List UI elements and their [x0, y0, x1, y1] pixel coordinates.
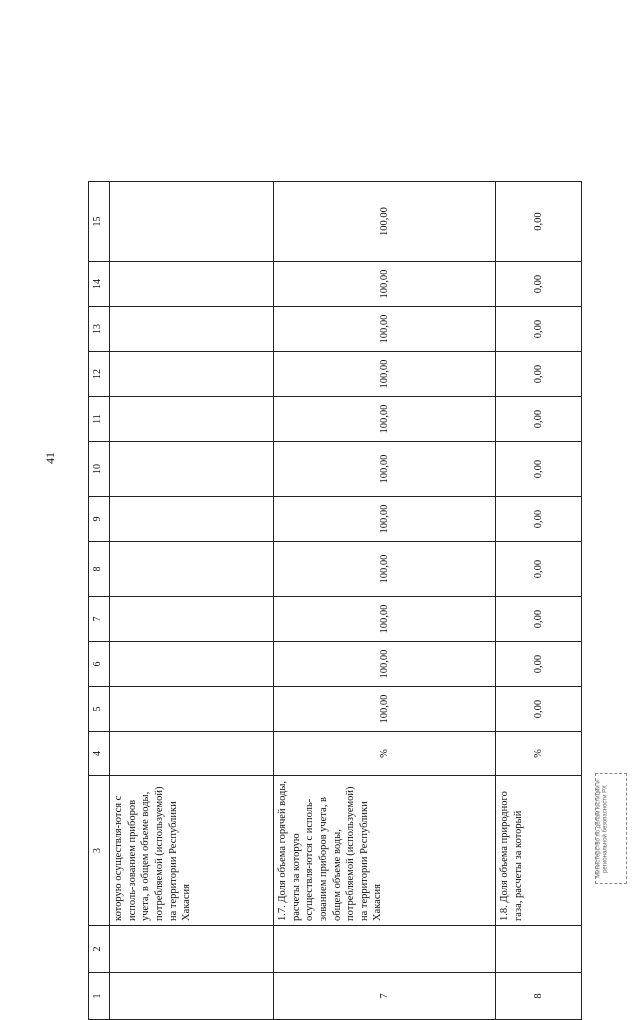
header-cell: 4 — [89, 732, 110, 776]
header-cell: 2 — [89, 926, 110, 973]
header-cell: 13 — [89, 307, 110, 352]
header-row — [89, 182, 110, 1020]
value-cell: 100,00 — [274, 542, 496, 597]
value-cell: 100,00 — [274, 642, 496, 687]
value-cell — [110, 352, 274, 397]
unit-cell: % — [496, 732, 582, 776]
value-cell: 100,00 — [274, 687, 496, 732]
value-cell: 0,00 — [496, 642, 582, 687]
header-cell: 3 — [89, 776, 110, 926]
header-cell: 1 — [89, 973, 110, 1020]
value-cell — [110, 497, 274, 542]
value-cell: 0,00 — [496, 497, 582, 542]
value-cell — [110, 307, 274, 352]
header-cell: 14 — [89, 262, 110, 307]
rotated-table-container — [88, 207, 577, 1020]
value-cell: 100,00 — [274, 262, 496, 307]
header-cell: 11 — [89, 397, 110, 442]
value-cell — [110, 262, 274, 307]
indicator-description-cell: которую осуществля-ются с исполь-зованием приборов учета, в общем объеме воды, потребляемой (используемой) на территории Республики Хакасия — [110, 776, 274, 926]
header-cell: 6 — [89, 642, 110, 687]
value-cell: 100,00 — [274, 597, 496, 642]
unit-cell — [110, 732, 274, 776]
header-cell: 15 — [89, 182, 110, 262]
header-cell: 5 — [89, 687, 110, 732]
table-row — [496, 182, 582, 1020]
value-cell: 100,00 — [274, 352, 496, 397]
value-cell: 0,00 — [496, 307, 582, 352]
value-cell: 0,00 — [496, 352, 582, 397]
value-cell — [110, 642, 274, 687]
value-cell — [110, 397, 274, 442]
value-cell — [110, 182, 274, 262]
row-number-cell: 7 — [274, 973, 496, 1020]
value-cell: 0,00 — [496, 442, 582, 497]
value-cell: 0,00 — [496, 687, 582, 732]
value-cell: 100,00 — [274, 442, 496, 497]
row-number-cell — [110, 973, 274, 1020]
header-cell: 7 — [89, 597, 110, 642]
registration-stamp — [595, 773, 627, 884]
unit-cell: % — [274, 732, 496, 776]
column-2-cell — [110, 926, 274, 973]
header-cell: 9 — [89, 497, 110, 542]
value-cell: 100,00 — [274, 182, 496, 262]
indicator-table — [88, 181, 582, 1020]
value-cell: 0,00 — [496, 542, 582, 597]
value-cell — [110, 542, 274, 597]
value-cell: 100,00 — [274, 307, 496, 352]
header-cell: 12 — [89, 352, 110, 397]
value-cell: 100,00 — [274, 497, 496, 542]
indicator-description-cell: 1.8. Доля объема природного газа, расчеты за который — [496, 776, 582, 926]
value-cell: 0,00 — [496, 597, 582, 642]
header-cell: 10 — [89, 442, 110, 497]
stamp-text: Министерство по делам юстиции и региональной безопасности РХ — [595, 780, 609, 878]
table-row — [110, 182, 274, 1020]
row-number-cell: 8 — [496, 973, 582, 1020]
column-2-cell — [274, 926, 496, 973]
indicator-description-cell: 1.7. Доля объема горячей воды, расчеты за которую осуществля-ются с исполь-зованием приборов учета, в общем объеме воды, потребляемой (используемой) на территории Республики Хакасия — [274, 776, 496, 926]
value-cell: 0,00 — [496, 262, 582, 307]
value-cell — [110, 597, 274, 642]
column-2-cell — [496, 926, 582, 973]
value-cell: 100,00 — [274, 397, 496, 442]
page-number: 41 — [43, 452, 57, 464]
value-cell — [110, 442, 274, 497]
value-cell: 0,00 — [496, 397, 582, 442]
value-cell: 0,00 — [496, 182, 582, 262]
header-cell: 8 — [89, 542, 110, 597]
value-cell — [110, 687, 274, 732]
table-row — [274, 182, 496, 1020]
